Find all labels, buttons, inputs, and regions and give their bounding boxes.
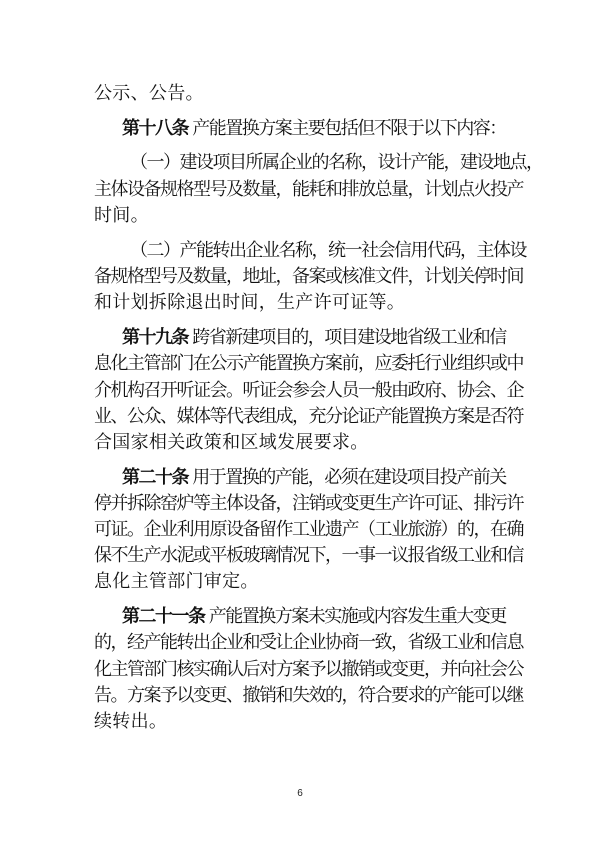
- text-run: 可证。企业利用原设备留作工业遗产（工业旅游）的，在确: [94, 519, 523, 540]
- text-line: [94, 519, 523, 541]
- text-run: 时间。: [94, 205, 149, 226]
- text-line: [122, 327, 506, 349]
- text-line: [122, 606, 506, 628]
- text-run: 备规格型号及数量，地址，备案或核准文件，计划关停时间: [94, 266, 523, 287]
- text-line: [94, 353, 523, 375]
- text-run: （二）产能转出企业名称，统一社会信用代码，主体设: [130, 240, 526, 261]
- text-line: [122, 467, 506, 489]
- text-run: 的，经产能转出企业和受让企业协商一致，省级工业和信息: [94, 632, 523, 653]
- text-run: 停并拆除窑炉等主体设备，注销或变更生产许可证、排污许: [94, 493, 523, 514]
- text-line: [94, 406, 523, 428]
- text-line: [94, 632, 523, 654]
- text-run: 跨省新建项目的，项目建设地省级工业和信: [188, 327, 506, 348]
- text-run: 主体设备规格型号及数量，能耗和排放总量，计划点火投产: [94, 179, 523, 200]
- text-line: [94, 685, 523, 707]
- text-line: [94, 432, 369, 454]
- page-number: 6: [297, 788, 303, 799]
- text-line: [94, 179, 523, 201]
- text-line: [130, 152, 543, 174]
- text-line: [94, 493, 523, 515]
- text-line: [94, 83, 204, 105]
- text-line: [122, 118, 506, 140]
- text-run: 业、公众、媒体等代表组成，充分论证产能置换方案是否符: [94, 406, 523, 427]
- text-line: [94, 545, 523, 567]
- text-line: [94, 292, 405, 314]
- text-line: [94, 266, 523, 288]
- text-run: 告。方案予以变更、撤销和失效的，符合要求的产能可以继: [94, 685, 523, 706]
- text-run: 产能置换方案主要包括但不限于以下内容：: [188, 118, 506, 139]
- text-line: [94, 380, 523, 402]
- article-heading: 第十九条: [122, 327, 188, 348]
- text-run: 产能置换方案未实施或内容发生重大变更: [204, 606, 506, 627]
- text-line: [130, 240, 526, 262]
- text-run: 息化主管部门审定。: [94, 571, 259, 592]
- text-run: 公示、公告。: [94, 83, 204, 104]
- text-run: 用于置换的产能，必须在建设项目投产前关: [188, 467, 506, 488]
- text-run: 续转出。: [94, 711, 168, 732]
- text-line: [94, 711, 167, 733]
- text-run: 介机构召开听证会。听证会参会人员一般由政府、协会、企: [94, 380, 523, 401]
- article-heading: 第十八条: [122, 118, 188, 139]
- text-line: [94, 571, 259, 593]
- text-line: [94, 659, 523, 681]
- article-heading: 第二十条: [122, 467, 188, 488]
- text-run: 息化主管部门在公示产能置换方案前，应委托行业组织或中: [94, 353, 523, 374]
- text-run: （一）建设项目所属企业的名称，设计产能，建设地点，: [130, 152, 543, 173]
- article-heading: 第二十一条: [122, 606, 205, 627]
- text-run: 合国家相关政策和区域发展要求。: [94, 432, 369, 453]
- text-run: 保不生产水泥或平板玻璃情况下，一事一议报省级工业和信: [94, 545, 523, 566]
- text-line: [94, 205, 149, 227]
- text-run: 和计划拆除退出时间，生产许可证等。: [94, 292, 406, 313]
- text-run: 化主管部门核实确认后对方案予以撤销或变更，并向社会公: [94, 659, 523, 680]
